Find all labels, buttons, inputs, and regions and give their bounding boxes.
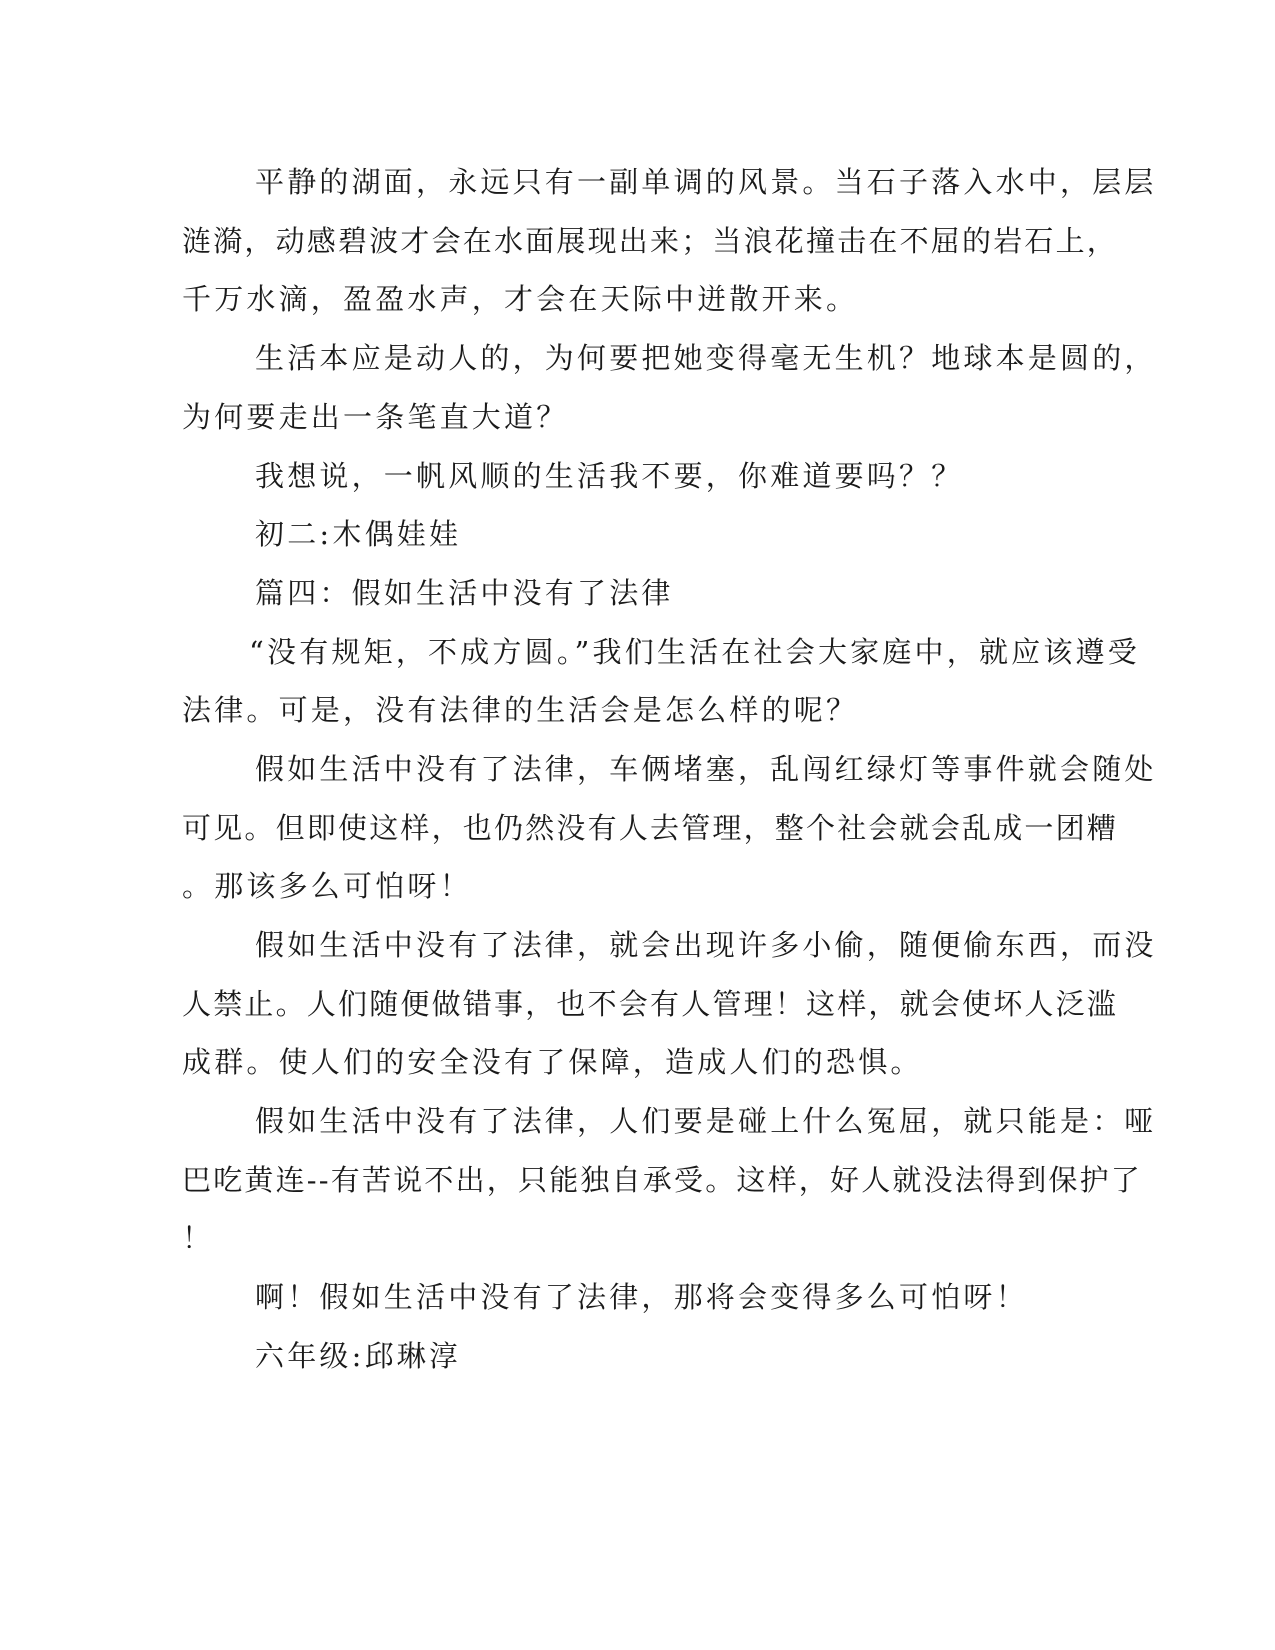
text-line: 假如生活中没有了法律，人们要是碰上什么冤屈，就只能是：哑	[255, 1104, 1157, 1138]
author-line: 六年级:邱琳淳	[255, 1339, 462, 1373]
text-line: 平静的湖面，永远只有一副单调的风景。当石子落入水中，层层	[255, 165, 1157, 199]
text-line: 假如生活中没有了法律，车俩堵塞，乱闯红绿灯等事件就会随处	[255, 752, 1157, 786]
text-line: 为何要走出一条笔直大道？	[182, 400, 569, 434]
text-line: 生活本应是动人的，为何要把她变得毫无生机？地球本是圆的，	[255, 341, 1157, 375]
text-line: 成群。使人们的安全没有了保障，造成人们的恐惧。	[182, 1045, 923, 1079]
text-line: 巴吃黄连--有苦说不出，只能独自承受。这样，好人就没法得到保护了	[182, 1163, 1142, 1197]
text-line: 假如生活中没有了法律，就会出现许多小偷，随便偷东西，而没	[255, 928, 1157, 962]
text-line: “没有规矩，不成方圆。”我们生活在社会大家庭中，就应该遵受	[249, 635, 1140, 669]
text-line: 千万水滴，盈盈水声，才会在天际中迸散开来。	[182, 282, 859, 316]
text-line: ！	[182, 1221, 215, 1255]
author-line: 初二:木偶娃娃	[255, 517, 462, 551]
text-line: 我想说，一帆风顺的生活我不要，你难道要吗？？	[255, 459, 964, 493]
text-line: 涟漪，动感碧波才会在水面展现出来；当浪花撞击在不屈的岩石上，	[182, 224, 1119, 258]
text-line: 人禁止。人们随便做错事，也不会有人管理！这样，就会使坏人泛滥	[182, 987, 1119, 1021]
section-heading: 篇四：假如生活中没有了法律	[255, 576, 674, 610]
text-line: 。那该多么可怕呀！	[182, 869, 472, 903]
text-line: 啊！假如生活中没有了法律，那将会变得多么可怕呀！	[255, 1280, 1028, 1314]
text-line: 可见。但即使这样，也仍然没有人去管理，整个社会就会乱成一团糟	[182, 811, 1119, 845]
text-line: 法律。可是，没有法律的生活会是怎么样的呢？	[182, 693, 859, 727]
